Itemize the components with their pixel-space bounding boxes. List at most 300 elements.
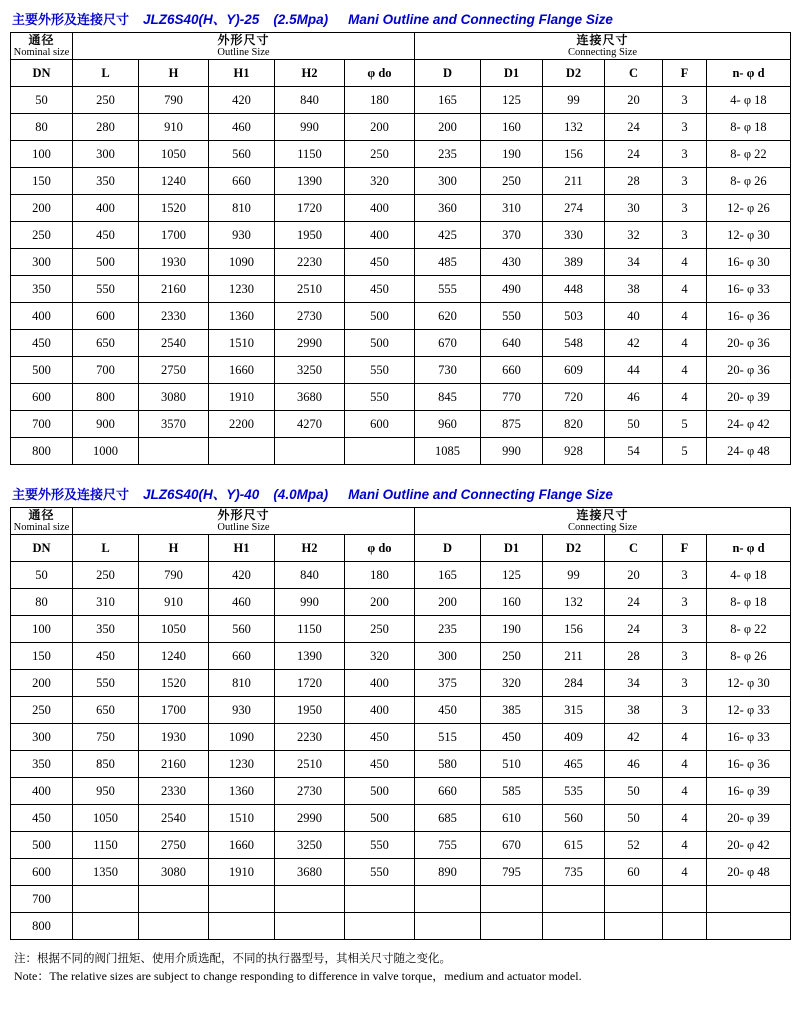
cell: 284	[543, 670, 605, 697]
cell: 875	[481, 411, 543, 438]
cell: 250	[345, 141, 415, 168]
column-header-dn: DN	[11, 535, 73, 562]
cell: 300	[73, 141, 139, 168]
cell: 1930	[139, 249, 209, 276]
cell: 16- φ 36	[707, 303, 791, 330]
cell: 4	[663, 832, 707, 859]
cell: 660	[481, 357, 543, 384]
cell: 52	[605, 832, 663, 859]
cell: 750	[73, 724, 139, 751]
cell: 550	[73, 276, 139, 303]
cell: 20- φ 39	[707, 805, 791, 832]
cell: 2510	[275, 751, 345, 778]
cell: 125	[481, 87, 543, 114]
cell: 1150	[275, 141, 345, 168]
cell: 300	[415, 168, 481, 195]
table-row	[11, 913, 791, 940]
cell: 2730	[275, 303, 345, 330]
cell: 42	[605, 724, 663, 751]
cell: 160	[481, 589, 543, 616]
cell: 735	[543, 859, 605, 886]
cell: 1360	[209, 303, 275, 330]
cell: 350	[11, 751, 73, 778]
cell	[209, 913, 275, 940]
cell: 3	[663, 114, 707, 141]
cell: 1910	[209, 859, 275, 886]
cell: 32	[605, 222, 663, 249]
cell: 550	[345, 832, 415, 859]
cell: 3	[663, 670, 707, 697]
cell: 660	[209, 643, 275, 670]
cell: 389	[543, 249, 605, 276]
table-row	[11, 249, 791, 276]
section-title-1	[10, 6, 790, 32]
cell: 600	[73, 303, 139, 330]
cell	[275, 913, 345, 940]
cell: 20	[605, 87, 663, 114]
cell	[707, 886, 791, 913]
cell: 2510	[275, 276, 345, 303]
cell: 500	[345, 805, 415, 832]
cell	[275, 438, 345, 465]
cell: 156	[543, 616, 605, 643]
cell: 1090	[209, 724, 275, 751]
column-header-f: F	[663, 60, 707, 87]
cell: 650	[73, 697, 139, 724]
cell: 250	[481, 643, 543, 670]
cell: 560	[543, 805, 605, 832]
cell: 8- φ 22	[707, 141, 791, 168]
cell: 38	[605, 697, 663, 724]
cell: 550	[73, 670, 139, 697]
cell: 460	[209, 589, 275, 616]
table-row	[11, 411, 791, 438]
cell: 20- φ 36	[707, 330, 791, 357]
cell: 560	[209, 616, 275, 643]
column-header-phi-do: φ do	[345, 535, 415, 562]
cell: 3	[663, 87, 707, 114]
cell	[209, 886, 275, 913]
cell: 20- φ 48	[707, 859, 791, 886]
cell: 300	[415, 643, 481, 670]
cell: 700	[11, 886, 73, 913]
cell: 150	[11, 643, 73, 670]
cell: 1350	[73, 859, 139, 886]
column-header-c: C	[605, 60, 663, 87]
cell: 132	[543, 114, 605, 141]
cell: 235	[415, 141, 481, 168]
table-row	[11, 562, 791, 589]
cell: 1150	[73, 832, 139, 859]
cell: 460	[209, 114, 275, 141]
dimension-table-40	[10, 507, 791, 940]
dimension-table-25	[10, 32, 791, 465]
cell: 2330	[139, 778, 209, 805]
cell: 1720	[275, 195, 345, 222]
cell: 150	[11, 168, 73, 195]
cell: 40	[605, 303, 663, 330]
cell: 1050	[139, 616, 209, 643]
cell: 2200	[209, 411, 275, 438]
cell: 3080	[139, 859, 209, 886]
table-row	[11, 886, 791, 913]
group-header-connecting-en: Connecting Size	[567, 521, 638, 533]
cell: 555	[415, 276, 481, 303]
cell: 2230	[275, 249, 345, 276]
cell: 1000	[73, 438, 139, 465]
table-row	[11, 616, 791, 643]
cell: 60	[605, 859, 663, 886]
cell: 20	[605, 562, 663, 589]
cell: 4	[663, 276, 707, 303]
cell	[73, 913, 139, 940]
cell: 3	[663, 195, 707, 222]
cell: 46	[605, 751, 663, 778]
cell	[543, 886, 605, 913]
column-header-n-phi-d: n- φ d	[707, 60, 791, 87]
cell: 930	[209, 222, 275, 249]
cell: 30	[605, 195, 663, 222]
cell: 4- φ 18	[707, 87, 791, 114]
table-row	[11, 751, 791, 778]
cell: 2230	[275, 724, 345, 751]
cell: 1360	[209, 778, 275, 805]
cell: 960	[415, 411, 481, 438]
cell: 990	[275, 589, 345, 616]
cell: 3	[663, 616, 707, 643]
cell: 550	[345, 357, 415, 384]
column-header-h: H	[139, 535, 209, 562]
cell: 385	[481, 697, 543, 724]
cell	[275, 886, 345, 913]
cell	[209, 438, 275, 465]
cell: 24- φ 48	[707, 438, 791, 465]
cell: 800	[11, 913, 73, 940]
table-row	[11, 330, 791, 357]
cell: 5	[663, 411, 707, 438]
table-row	[11, 724, 791, 751]
cell: 500	[345, 303, 415, 330]
cell: 350	[73, 168, 139, 195]
cell: 16- φ 33	[707, 276, 791, 303]
cell: 450	[345, 276, 415, 303]
cell	[481, 886, 543, 913]
cell: 4	[663, 384, 707, 411]
column-header-h2: H2	[275, 60, 345, 87]
group-header-outline-en: Outline Size	[217, 521, 270, 533]
cell: 1230	[209, 276, 275, 303]
cell	[663, 913, 707, 940]
column-header-h1: H1	[209, 60, 275, 87]
cell: 2160	[139, 276, 209, 303]
cell: 1085	[415, 438, 481, 465]
cell	[73, 886, 139, 913]
cell: 670	[415, 330, 481, 357]
cell: 3250	[275, 832, 345, 859]
cell: 165	[415, 87, 481, 114]
cell: 156	[543, 141, 605, 168]
table-row	[11, 805, 791, 832]
cell: 700	[11, 411, 73, 438]
cell: 1230	[209, 751, 275, 778]
cell: 730	[415, 357, 481, 384]
cell: 4	[663, 859, 707, 886]
cell: 360	[415, 195, 481, 222]
cell: 500	[11, 832, 73, 859]
cell: 670	[481, 832, 543, 859]
cell: 425	[415, 222, 481, 249]
cell: 190	[481, 616, 543, 643]
cell: 38	[605, 276, 663, 303]
group-header-connecting-cn: 连接尺寸	[576, 33, 629, 48]
cell: 1390	[275, 643, 345, 670]
cell: 990	[481, 438, 543, 465]
table-row	[11, 303, 791, 330]
cell: 4	[663, 724, 707, 751]
cell	[605, 886, 663, 913]
cell: 200	[345, 114, 415, 141]
cell: 12- φ 33	[707, 697, 791, 724]
table-row	[11, 384, 791, 411]
cell: 950	[73, 778, 139, 805]
cell: 2540	[139, 330, 209, 357]
cell: 8- φ 18	[707, 589, 791, 616]
table-row	[11, 222, 791, 249]
group-header-outline	[73, 508, 415, 535]
cell: 3	[663, 697, 707, 724]
table-row	[11, 697, 791, 724]
cell: 840	[275, 562, 345, 589]
cell: 790	[139, 87, 209, 114]
section-title-1-pressure: (2.5Mpa)	[273, 12, 329, 27]
cell: 600	[11, 384, 73, 411]
cell: 650	[73, 330, 139, 357]
cell	[345, 438, 415, 465]
cell: 500	[73, 249, 139, 276]
cell: 840	[275, 87, 345, 114]
cell: 250	[73, 87, 139, 114]
cell: 300	[11, 724, 73, 751]
table-group-header-row	[11, 33, 791, 60]
cell: 580	[415, 751, 481, 778]
cell: 46	[605, 384, 663, 411]
cell: 200	[345, 589, 415, 616]
section-title-2	[10, 481, 790, 507]
section-title-2-pressure: (4.0Mpa)	[273, 487, 329, 502]
cell: 400	[73, 195, 139, 222]
cell: 4	[663, 751, 707, 778]
cell: 420	[209, 562, 275, 589]
cell: 400	[345, 697, 415, 724]
cell: 100	[11, 616, 73, 643]
cell: 910	[139, 589, 209, 616]
cell: 3	[663, 168, 707, 195]
cell: 620	[415, 303, 481, 330]
cell: 190	[481, 141, 543, 168]
cell: 800	[73, 384, 139, 411]
cell: 700	[73, 357, 139, 384]
cell: 24	[605, 616, 663, 643]
cell: 320	[345, 168, 415, 195]
column-header-n-phi-d: n- φ d	[707, 535, 791, 562]
cell: 5	[663, 438, 707, 465]
cell: 2330	[139, 303, 209, 330]
cell	[415, 886, 481, 913]
column-header-d2: D2	[543, 535, 605, 562]
cell: 600	[11, 859, 73, 886]
cell: 1660	[209, 357, 275, 384]
footer-note	[10, 950, 790, 985]
cell: 20- φ 42	[707, 832, 791, 859]
cell: 24	[605, 141, 663, 168]
cell: 50	[605, 805, 663, 832]
cell: 165	[415, 562, 481, 589]
cell: 3	[663, 562, 707, 589]
group-header-outline	[73, 33, 415, 60]
cell: 250	[73, 562, 139, 589]
cell: 2160	[139, 751, 209, 778]
section-title-1-cn: 主要外形及连接尺寸	[12, 13, 130, 28]
cell	[139, 913, 209, 940]
section-title-2-cn: 主要外形及连接尺寸	[12, 488, 130, 503]
cell: 409	[543, 724, 605, 751]
cell: 99	[543, 87, 605, 114]
cell: 132	[543, 589, 605, 616]
cell	[345, 886, 415, 913]
cell: 250	[345, 616, 415, 643]
group-header-nominal-en: Nominal size	[13, 46, 70, 58]
cell: 320	[481, 670, 543, 697]
cell: 1510	[209, 330, 275, 357]
cell: 44	[605, 357, 663, 384]
cell: 1090	[209, 249, 275, 276]
section-title-1-en: Mani Outline and Connecting Flange Size	[348, 12, 613, 27]
cell: 450	[345, 724, 415, 751]
cell: 928	[543, 438, 605, 465]
cell: 585	[481, 778, 543, 805]
cell: 810	[209, 195, 275, 222]
cell: 211	[543, 168, 605, 195]
column-header-d2: D2	[543, 60, 605, 87]
cell: 3080	[139, 384, 209, 411]
table-row	[11, 141, 791, 168]
cell: 1240	[139, 168, 209, 195]
cell: 1700	[139, 222, 209, 249]
group-header-outline-cn: 外形尺寸	[217, 33, 270, 48]
cell: 510	[481, 751, 543, 778]
cell: 4	[663, 805, 707, 832]
cell: 28	[605, 168, 663, 195]
cell: 420	[209, 87, 275, 114]
cell: 16- φ 33	[707, 724, 791, 751]
cell: 795	[481, 859, 543, 886]
cell: 211	[543, 643, 605, 670]
cell: 28	[605, 643, 663, 670]
cell: 500	[345, 330, 415, 357]
group-header-connecting	[415, 33, 791, 60]
column-header-dn: DN	[11, 60, 73, 87]
cell	[663, 886, 707, 913]
group-header-connecting	[415, 508, 791, 535]
cell: 1050	[139, 141, 209, 168]
cell: 1700	[139, 697, 209, 724]
cell: 755	[415, 832, 481, 859]
cell: 500	[345, 778, 415, 805]
column-header-l: L	[73, 60, 139, 87]
table-row	[11, 357, 791, 384]
cell: 160	[481, 114, 543, 141]
cell: 50	[11, 87, 73, 114]
cell: 2990	[275, 805, 345, 832]
column-header-h1: H1	[209, 535, 275, 562]
group-header-outline-en: Outline Size	[217, 46, 270, 58]
column-header-d1: D1	[481, 60, 543, 87]
cell: 375	[415, 670, 481, 697]
cell: 1950	[275, 222, 345, 249]
cell: 250	[11, 222, 73, 249]
cell: 4	[663, 249, 707, 276]
table-row	[11, 832, 791, 859]
cell: 3	[663, 589, 707, 616]
cell: 80	[11, 114, 73, 141]
cell: 50	[605, 778, 663, 805]
column-header-h2: H2	[275, 535, 345, 562]
cell: 2750	[139, 832, 209, 859]
cell: 450	[73, 643, 139, 670]
cell	[415, 913, 481, 940]
cell: 450	[73, 222, 139, 249]
cell: 34	[605, 249, 663, 276]
cell	[605, 913, 663, 940]
cell	[345, 913, 415, 940]
cell: 180	[345, 562, 415, 589]
cell: 250	[481, 168, 543, 195]
group-header-connecting-cn: 连接尺寸	[576, 508, 629, 523]
cell: 2990	[275, 330, 345, 357]
cell: 1390	[275, 168, 345, 195]
cell: 3680	[275, 859, 345, 886]
cell: 8- φ 26	[707, 643, 791, 670]
cell: 720	[543, 384, 605, 411]
group-header-connecting-en: Connecting Size	[567, 46, 638, 58]
cell: 4	[663, 357, 707, 384]
cell: 50	[605, 411, 663, 438]
cell: 8- φ 26	[707, 168, 791, 195]
cell: 4	[663, 778, 707, 805]
table-row	[11, 87, 791, 114]
cell: 20- φ 39	[707, 384, 791, 411]
table-row	[11, 114, 791, 141]
footer-note-en: Note：The relative sizes are subject to change responding to difference in valve torque，medium and actuator model.	[14, 969, 582, 984]
cell: 125	[481, 562, 543, 589]
group-header-nominal-cn: 通径	[28, 33, 55, 48]
cell: 810	[209, 670, 275, 697]
cell: 12- φ 26	[707, 195, 791, 222]
cell: 2750	[139, 357, 209, 384]
cell: 930	[209, 697, 275, 724]
column-header-l: L	[73, 535, 139, 562]
cell: 430	[481, 249, 543, 276]
cell	[481, 913, 543, 940]
cell: 548	[543, 330, 605, 357]
cell: 24	[605, 114, 663, 141]
cell: 12- φ 30	[707, 670, 791, 697]
cell: 34	[605, 670, 663, 697]
cell: 550	[345, 859, 415, 886]
cell: 448	[543, 276, 605, 303]
cell: 350	[73, 616, 139, 643]
cell: 890	[415, 859, 481, 886]
